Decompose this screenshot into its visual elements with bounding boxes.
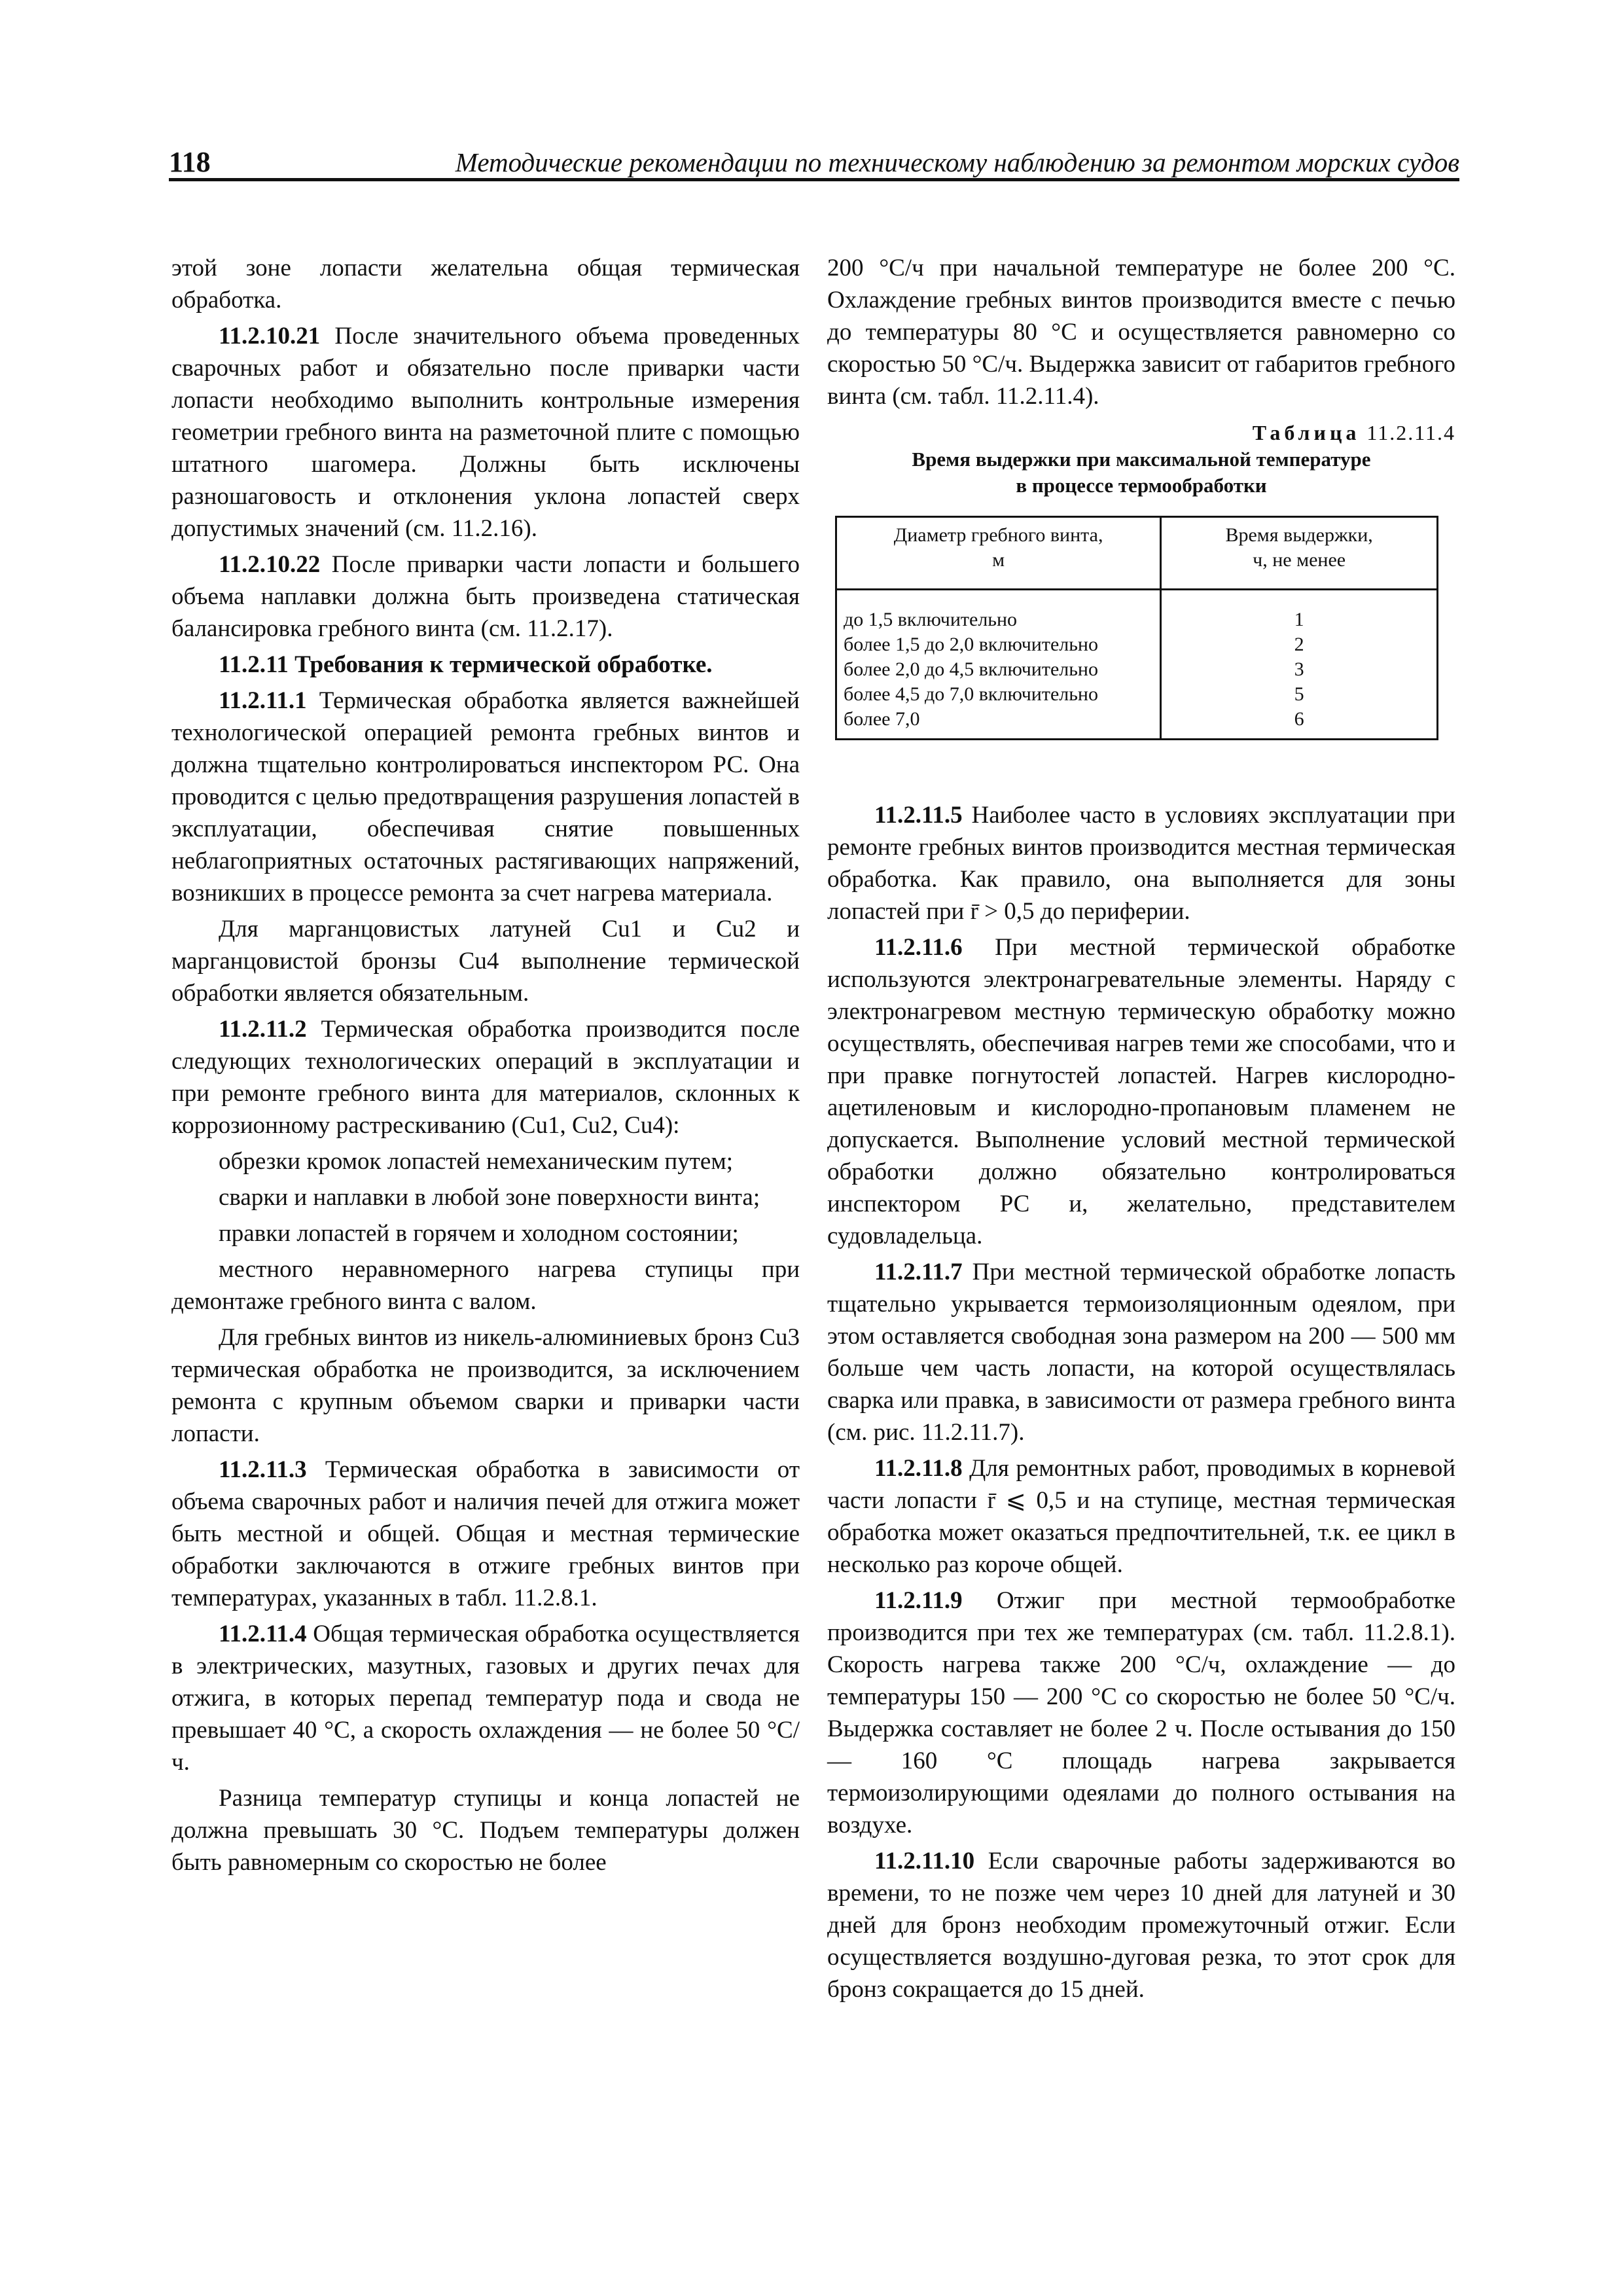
clause-number: 11.2.10.21 xyxy=(219,323,321,350)
paragraph xyxy=(827,1845,1455,2005)
header-line: Время выдержки, xyxy=(1225,524,1373,546)
header-line: м xyxy=(992,549,1005,571)
table-caption-line: Время выдержки при максимальной температуре xyxy=(912,448,1371,471)
cell-diameter: более 2,0 до 4,5 включительно xyxy=(836,657,1161,682)
right-column xyxy=(827,252,1455,2009)
page-number: 118 xyxy=(169,146,211,178)
clause-number: 11.2.11.5 xyxy=(874,802,963,829)
column-header-diameter xyxy=(836,517,1161,590)
list-item-text: местного неравномерного нагрева ступицы при демонтаже гребного винта с валом. xyxy=(171,1256,800,1315)
paragraph xyxy=(171,320,800,545)
holding-time-table xyxy=(835,516,1438,740)
paragraph-text: этой зоне лопасти желательна общая термическая обработка. xyxy=(171,255,800,314)
paragraph-text: После приварки части лопасти и большего объема наплавки должна быть произведена статическая балансировка гребного винта (см. 11.2.17). xyxy=(171,551,800,642)
clause-number: 11.2.11.9 xyxy=(874,1587,963,1614)
list-item xyxy=(171,1253,800,1318)
table-label-number: 11.2.11.4 xyxy=(1360,421,1455,444)
table-row xyxy=(836,657,1438,682)
header-line: Диаметр гребного винта, xyxy=(893,524,1103,546)
paragraph-text: Для ремонтных работ, проводимых в корневой части лопасти r̄ ⩽ 0,5 и на ступице, местная термическая обработка может оказаться предпочтительней, т.к. ее цикл в несколько раз короче общей. xyxy=(827,1455,1455,1578)
paragraph-text: Общая термическая обработка осуществляется в электрических, мазутных, газовых и других печах для отжига, в которых перепад температур пода и свода не превышает 40 °С, а скорость охлаждения — не более 50 °С/ч. xyxy=(171,1621,800,1776)
cell-hours: 3 xyxy=(1161,657,1438,682)
paragraph-text: Термическая обработка в зависимости от объема сварочных работ и наличия печей для отжига может быть местной и общей. Общая и местная термические обработки заключаются в отжиге гребных винтов при температурах, указанных в табл. 11.2.8.1. xyxy=(171,1456,800,1611)
clause-number: 11.2.11 xyxy=(219,651,289,678)
clause-number: 11.2.11.6 xyxy=(874,934,963,961)
paragraph xyxy=(171,1782,800,1878)
paragraph-text: Если сварочные работы задерживаются во времени, то не позже чем через 10 дней для латуней и 30 дней для бронз необходим промежуточный отжиг. Если осуществляется воздушно-дуговая резка, то этот срок для бронз сокращается до 15 дней. xyxy=(827,1848,1455,2003)
table-row xyxy=(836,707,1438,740)
paragraph-text: После значительного объема проведенных сварочных работ и обязательно после приварки части лопасти необходимо выполнить контрольные измерения геометрии гребного винта на разметочной плите с помощью штатного шагомера. Должны быть исключены разношаговость и отклонения уклона лопастей сверх допустимых значений (см. 11.2.16). xyxy=(171,323,800,542)
paragraph-text: Разница температур ступицы и конца лопастей не должна превышать 30 °С. Подъем температуры должен быть равномерным со скоростью не более xyxy=(171,1785,800,1876)
table-label-word: Таблица xyxy=(1252,421,1361,444)
table-caption xyxy=(827,446,1455,499)
paragraph-text: 200 °С/ч при начальной температуре не более 200 °С. Охлаждение гребных винтов производится вместе с печью до температуры 80 °С и осуществляется равномерно со скоростью 50 °С/ч. Выдержка зависит от габаритов гребного винта (см. табл. 11.2.11.4). xyxy=(827,255,1455,410)
clause-number: 11.2.11.8 xyxy=(874,1455,963,1482)
paragraph-text: Термическая обработка является важнейшей технологической операцией ремонта гребных винтов и должна тщательно контролироваться инспектором РС. Она проводится с целью предотвращения разрушения лопастей в эксплуатации, обеспечивая снятие повышенных неблагоприятных остаточных растягивающих напряжений, возникших в процессе ремонта за счет нагрева материала. xyxy=(171,687,800,906)
page-header xyxy=(169,145,1459,181)
paragraph xyxy=(827,799,1455,927)
clause-number: 11.2.10.22 xyxy=(219,551,321,578)
cell-hours: 6 xyxy=(1161,707,1438,740)
header-line: ч, не менее xyxy=(1253,549,1346,571)
paragraph-text: Наиболее часто в условиях эксплуатации при ремонте гребных винтов производится местная термическая обработка. Как правило, она выполняется для зоны лопастей при r̄ > 0,5 до периферии. xyxy=(827,802,1455,925)
table-row xyxy=(836,682,1438,707)
list-item xyxy=(171,1181,800,1213)
paragraph xyxy=(171,685,800,909)
paragraph xyxy=(827,1585,1455,1841)
list-item-text: обрезки кромок лопастей немеханическим путем; xyxy=(219,1148,734,1175)
paragraph xyxy=(827,1256,1455,1448)
cell-hours: 2 xyxy=(1161,632,1438,657)
cell-diameter: до 1,5 включительно xyxy=(836,590,1161,633)
cell-hours: 5 xyxy=(1161,682,1438,707)
running-title: Методические рекомендации по техническому наблюдению за ремонтом морских судов xyxy=(455,147,1459,177)
table-caption-line: в процессе термообработки xyxy=(1016,474,1267,497)
paragraph xyxy=(171,252,800,316)
paragraph-text: При местной термической обработке лопасть тщательно укрывается термоизоляционным одеялом, при этом оставляется свободная зона размером на 200 — 500 мм больше чем часть лопасти, на которой осуществлялась сварка или правка, в зависимости от размера гребного винта (см. рис. 11.2.11.7). xyxy=(827,1259,1455,1446)
paragraph xyxy=(171,1321,800,1450)
clause-number: 11.2.11.10 xyxy=(874,1848,975,1874)
paragraph xyxy=(171,1454,800,1614)
clause-number: 11.2.11.1 xyxy=(219,687,307,714)
paragraph xyxy=(171,548,800,645)
table-header-row xyxy=(836,517,1438,590)
paragraph xyxy=(827,252,1455,412)
cell-diameter: более 4,5 до 7,0 включительно xyxy=(836,682,1161,707)
clause-number: 11.2.11.2 xyxy=(219,1016,307,1043)
table-row xyxy=(836,590,1438,633)
paragraph-text: Для марганцовистых латуней Cu1 и Cu2 и марганцовистой бронзы Cu4 выполнение термической обработки является обязательным. xyxy=(171,916,800,1007)
heading-text: Требования к термической обработке. xyxy=(288,651,713,678)
paragraph-text: Термическая обработка производится после следующих технологических операций в эксплуатации и при ремонте гребного винта для материалов, склонных к коррозионному растрескиванию (Cu1, Cu2, Cu4): xyxy=(171,1016,800,1139)
table-label xyxy=(827,419,1455,446)
table-row xyxy=(836,632,1438,657)
paragraph xyxy=(827,931,1455,1252)
paragraph xyxy=(171,913,800,1009)
paragraph xyxy=(171,1618,800,1778)
cell-hours: 1 xyxy=(1161,590,1438,633)
paragraph xyxy=(171,1013,800,1141)
section-heading xyxy=(171,649,800,681)
left-column xyxy=(171,252,800,1882)
clause-number: 11.2.11.4 xyxy=(219,1621,307,1647)
paragraph-text: Отжиг при местной термообработке производится при тех же температурах (см. табл. 11.2.8.1). Скорость нагрева также 200 °С/ч, охлаждение — до температуры 150 — 200 °С со скоростью не более 50 °С/ч. Выдержка составляет не более 2 ч. После остывания до 150 — 160 °С площадь нагрева закрывается термоизолирующими одеялами до полного остывания на воздухе. xyxy=(827,1587,1455,1839)
list-item xyxy=(171,1145,800,1177)
column-header-hours xyxy=(1161,517,1438,590)
list-item xyxy=(171,1217,800,1249)
clause-number: 11.2.11.3 xyxy=(219,1456,307,1483)
paragraph-text: При местной термической обработке используются электронагревательные элементы. Наряду с электронагревом местную термическую обработку можно осуществлять, обеспечивая нагрев теми же способами, что и при правке погнутостей лопастей. Нагрев кислородно-ацетиленовым и кислородно-пропановым пламенем не допускается. Выполнение условий местной термической обработки должно обязательно контролироваться инспектором РС и, желательно, представителем судовладельца. xyxy=(827,934,1455,1249)
list-item-text: правки лопастей в горячем и холодном состоянии; xyxy=(219,1220,739,1247)
clause-number: 11.2.11.7 xyxy=(874,1259,963,1285)
cell-diameter: более 7,0 xyxy=(836,707,1161,740)
paragraph-text: Для гребных винтов из никель-алюминиевых бронз Cu3 термическая обработка не производится, за исключением ремонта с крупным объемом сварки и приварки части лопасти. xyxy=(171,1324,800,1447)
list-item-text: сварки и наплавки в любой зоне поверхности винта; xyxy=(219,1184,760,1211)
paragraph xyxy=(827,1452,1455,1581)
cell-diameter: более 1,5 до 2,0 включительно xyxy=(836,632,1161,657)
